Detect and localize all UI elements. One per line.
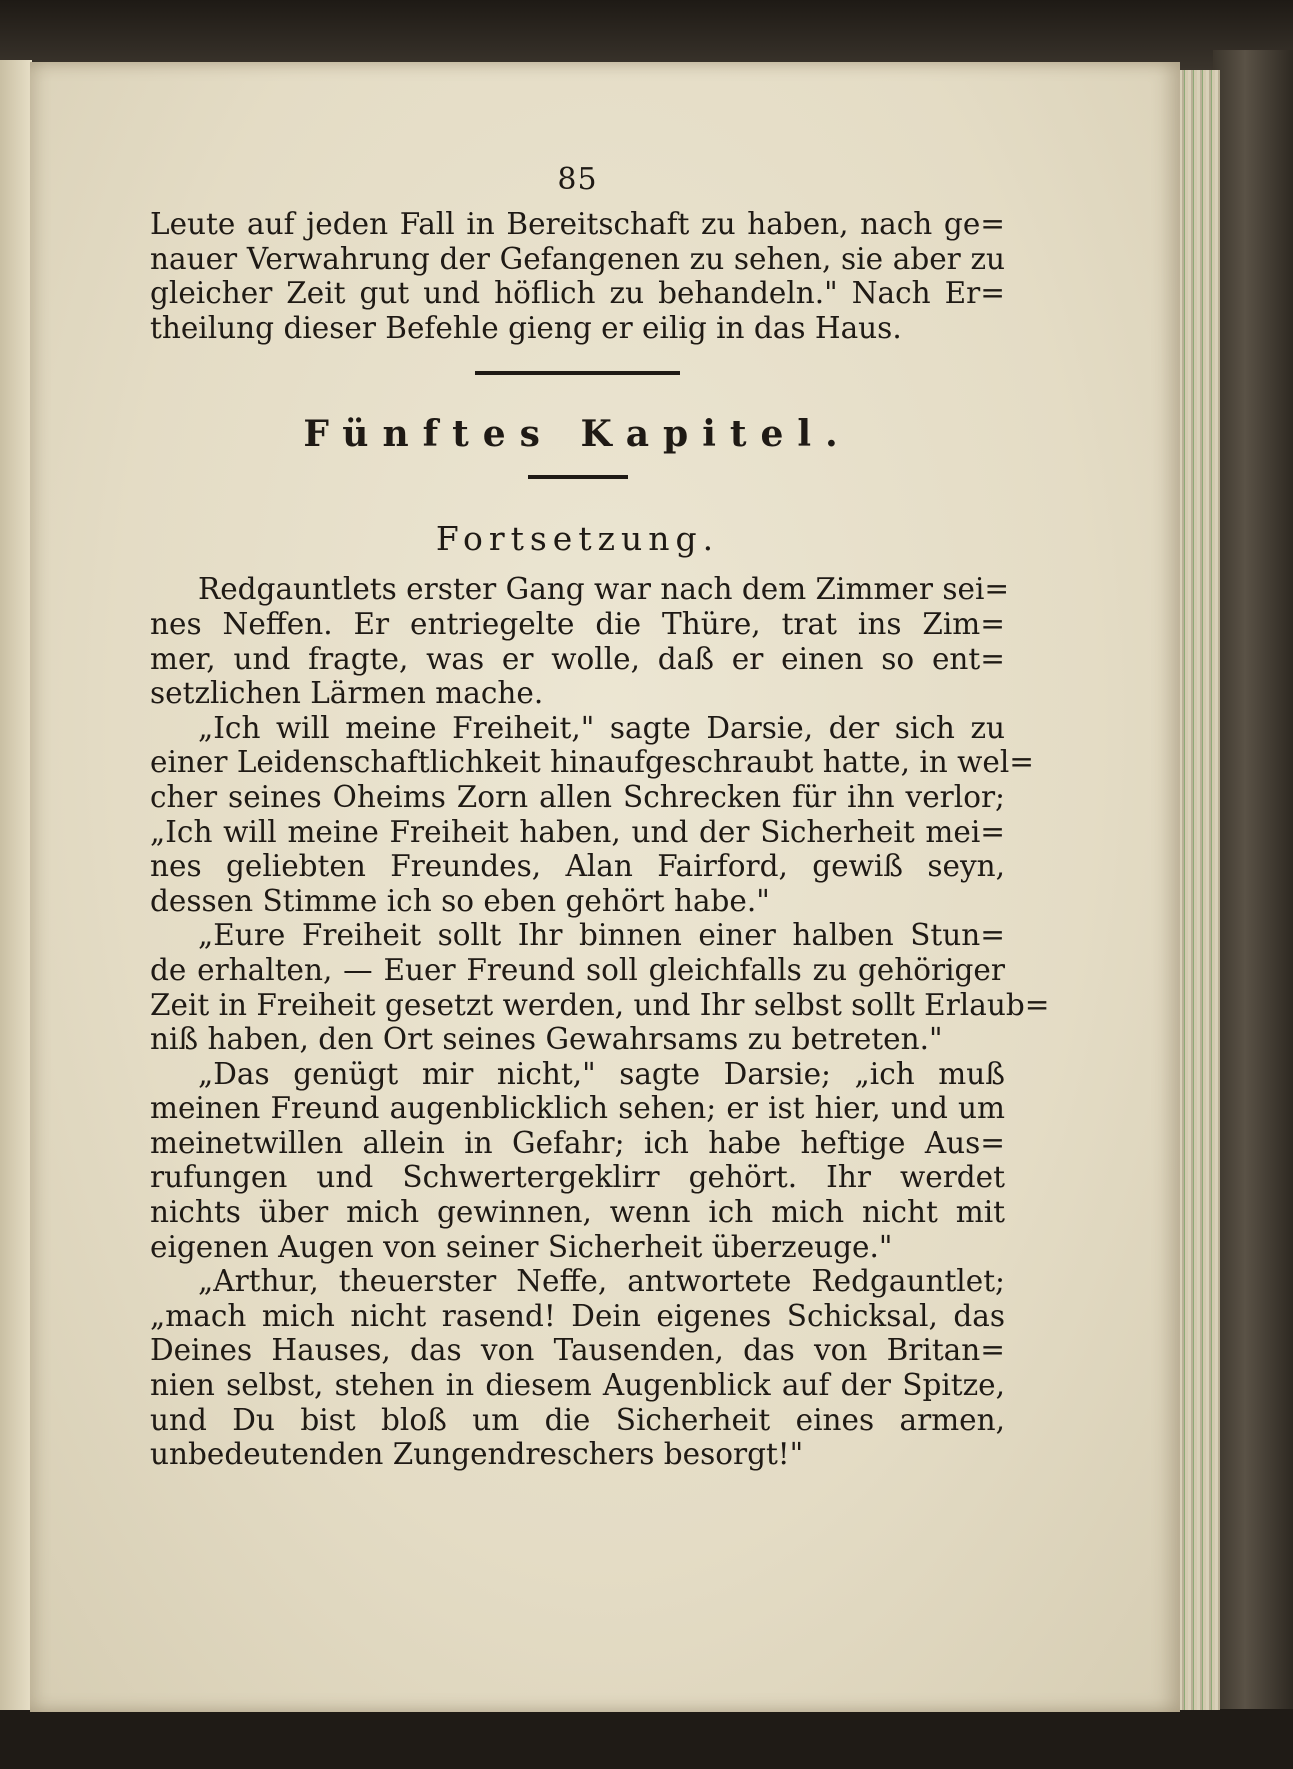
book-cover-top	[0, 0, 1293, 70]
text-line: „Eure Freiheit sollt Ihr binnen einer halben Stun=	[198, 918, 1005, 953]
text-line: nes Neffen. Er entriegelte die Thüre, trat ins Zim=	[150, 606, 1005, 641]
top-paragraph	[150, 207, 1005, 345]
text-line: „mach mich nicht rasend! Dein eigenes Schicksal, das	[150, 1298, 1005, 1333]
text-line: niß haben, den Ort seines Gewahrsams zu betreten."	[150, 1022, 943, 1057]
text-line: dessen Stimme ich so eben gehört habe."	[150, 883, 770, 918]
page-text	[150, 162, 1050, 1472]
book-cover-right	[1213, 50, 1293, 1769]
text-line: „Arthur, theuerster Neffe, antwortete Redgauntlet;	[198, 1264, 1005, 1299]
text-line: „Das genügt mir nicht," sagte Darsie; „ich muß	[198, 1056, 1005, 1091]
text-line: nes geliebten Freundes, Alan Fairford, gewiß seyn,	[150, 849, 1005, 884]
text-line: gleicher Zeit gut und höflich zu behandeln." Nach Er=	[150, 276, 1005, 311]
text-line: nien selbst, stehen in diesem Augenblick auf der Spitze,	[150, 1368, 1005, 1403]
text-line: eigenen Augen von seiner Sicherheit überzeuge."	[150, 1229, 893, 1264]
facing-page-edge	[0, 60, 32, 1710]
text-line: und Du bist bloß um die Sicherheit eines armen,	[150, 1402, 1005, 1437]
section-title: Fortsetzung.	[435, 519, 720, 559]
text-line: Deines Hauses, das von Tausenden, das von Britan=	[150, 1333, 1005, 1368]
text-line: meinen Freund augenblicklich sehen; er ist hier, und um	[150, 1091, 1005, 1126]
text-line: Leute auf jeden Fall in Bereitschaft zu haben, nach ge=	[150, 207, 1005, 241]
text-line: rufungen und Schwertergeklirr gehört. Ihr werdet	[150, 1160, 1005, 1195]
chapter-title: Fünftes Kapitel.	[303, 413, 852, 456]
text-line: einer Leidenschaftlichkeit hinaufgeschraubt hatte, in wel=	[150, 745, 1034, 780]
text-line: theilung dieser Befehle gieng er eilig in das Haus.	[150, 310, 902, 345]
text-line: nichts über mich gewinnen, wenn ich mich nicht mit	[150, 1195, 1005, 1230]
body-text	[150, 572, 1050, 1472]
page-number: 85	[557, 162, 598, 197]
text-line: Zeit in Freiheit gesetzt werden, und Ihr selbst sollt Erlaub=	[150, 987, 1050, 1022]
text-line: „Ich will meine Freiheit haben, und der Sicherheit mei=	[150, 814, 1005, 849]
text-line: cher seines Oheims Zorn allen Schrecken für ihn verlor;	[150, 779, 1005, 814]
book-page	[30, 62, 1180, 1712]
text-line: „Ich will meine Freiheit," sagte Darsie, der sich zu	[198, 710, 1005, 745]
text-line: setzlichen Lärmen mache.	[150, 676, 544, 711]
book-cover-bottom	[0, 1709, 1293, 1769]
text-line: meinetwillen allein in Gefahr; ich habe heftige Aus=	[150, 1125, 1005, 1160]
separator-rule	[475, 371, 680, 375]
text-line: Redgauntlets erster Gang war nach dem Zimmer sei=	[198, 572, 1010, 607]
text-line: nauer Verwahrung der Gefangenen zu sehen, sie aber zu	[150, 241, 1005, 276]
text-line: de erhalten, — Euer Freund soll gleichfalls zu gehöriger	[150, 952, 1005, 987]
text-line: mer, und fragte, was er wolle, daß er einen so ent=	[150, 641, 1005, 676]
text-line: unbedeutenden Zungendreschers besorgt!"	[150, 1437, 804, 1472]
separator-rule-short	[528, 475, 628, 479]
